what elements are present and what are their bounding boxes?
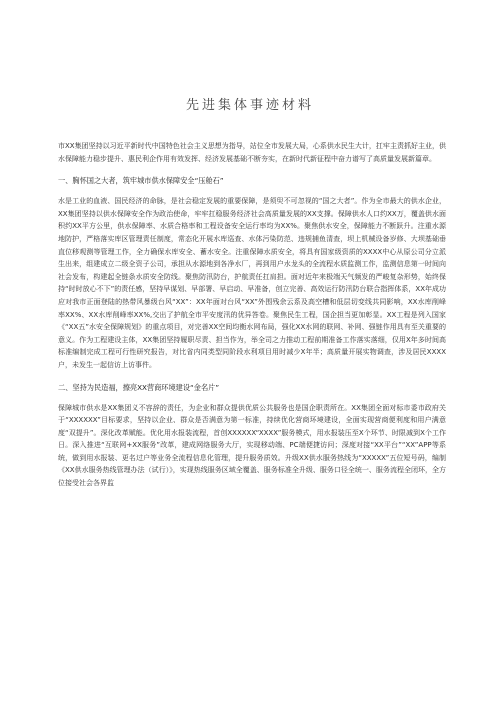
section1-paragraph: 水是工业的血液、国民经济的命脉，是社会稳定发展的重要保障，是须臾不可忽视的“国之大者”。作为全市最大的供水企业，XX集团坚持以供水保障安全作为政治使命，牢牢扛稳服务经济社会高质量发展的XX支撑。保障供水人口约XX万，覆盖供水面积约XX平方公里，供水保障率、水质合格率和工程设备安全运行率均为XX%。聚焦供水安全，保障能力不断跃升。注重水源地防护，严格落实库区管理责任制度，常态化开展水库巡查、水体污染防范、违规捕鱼清查，坝上机械设备岁修、大坝基础垂直位移观测等管理工作，全力确保水库安全、蓄水安全。注重保障水质安全，将具有国家级资质的XXXX中心从原公司分立派生出来，组建成立二级全资子公司，承担从水源地到各净水厂，再到用户水龙头的全流程水质监测工作，监测信息第一时间向社会发布，构建起全链条水质安全防线。聚焦防汛防台，护航责任扛肩担。面对近年来极端天气频发的严峻复杂形势，始终保持“时时放心不下”的责任感，坚持早谋划、早部署、早启动、早准备，创立完善、高效运行防汛防台联合指挥体系，XX年成功应对我市正面登陆的热带风暴级台风“XX”：XX年面对台风“XX”外围残余云系及高空槽和低层切变线共同影响，XX水库削峰率XX%、XX水库削峰率XX%,交出了护航全市平安度汛的优异答卷。聚焦民生工程，国企担当更加彰显。XX工程是列入国家《“XX五”水安全保障规划》的重点项目，对完善XX空间均衡水网布局，强化XX水网的联网、补网、强链作用具有至关重要的意义。作为工程建设主体，XX集团坚持履职尽责、担当作为，举全司之力推动工程前期准备工作落实落细，仅用X年多时间高标准编制完成工程可行性研究报告，对比省内同类型同阶段水利项目用时减少X年半；高质量开展实物调查，涉及居民XXXX户，未发生一起信访上访事件。 xyxy=(58,197,446,369)
document-title: 先进集体事迹材料 xyxy=(185,98,314,113)
section1-heading: 一、胸怀国之大者，筑牢城市供水保障安全“压舱石” xyxy=(58,176,224,186)
section2-heading: 二、坚持为民造福，擦亮XX营商环境建设“金名片” xyxy=(58,382,220,392)
intro-paragraph: 市XX集团坚持以习近平新时代中国特色社会主义思想为指导，站位全市发展大局，心系供水民生大计，扛牢主责抓好主业，供水保障能力稳步提升、惠民利企作用有效发挥、经济发展基础不断夯实，在新时代新征程中奋力谱写了高质量发展新篇章。 xyxy=(58,142,446,163)
section2-paragraph: 保障城市供水是XX集团义不容辞的责任，为企业和群众提供优质公共服务也是国企职责所在。XX集团全面对标市委市政府关于“XXXXXX”目标要求，坚持以企业、群众是否满意为第一标准，持续优化营商环境建设，全面实现营商便利度和用户满意度“双提升”。深化改革赋能。优化用水报装流程，首创XXXXXX“XXXX”服务模式，用水报装压至X个环节、时限减到X个工作日。深入推进“互联网+XX服务”改革，建成网络服务大厅，实现移动端、PC端便捷访问；深度对接“XX平台”“XX”APP等系统，做到用水报装、更名过户等业务全流程信息化管理，提升服务质效。升级XX供水服务热线为“XXXXX”五位短号码，编制《XX供水服务热线管理办法（试行）》，实现热线服务区域全覆盖、服务标准全升级、服务口径全统一、服务流程全闭环，全方位接受社会各界监 xyxy=(58,403,446,488)
document-body xyxy=(58,140,446,500)
